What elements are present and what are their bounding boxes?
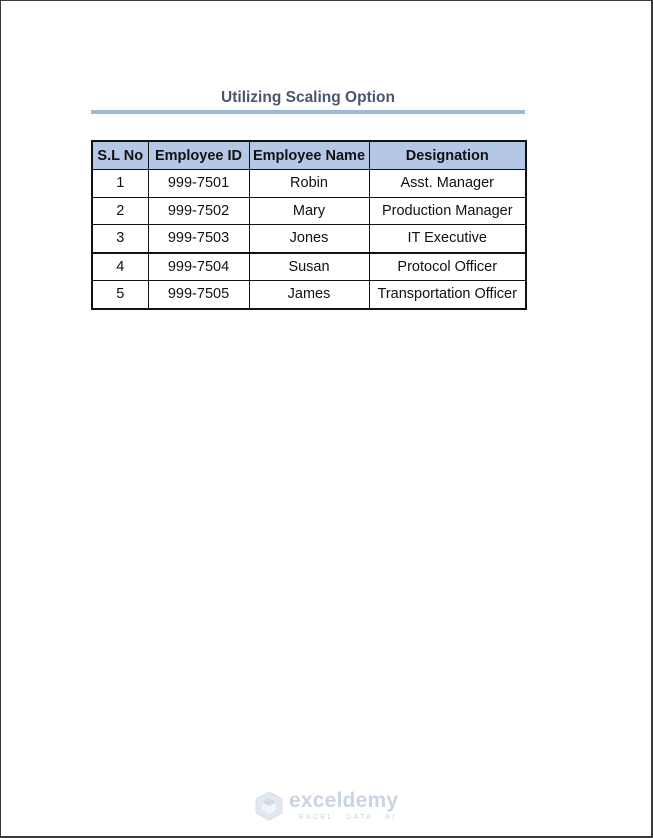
cell-designation: Protocol Officer <box>369 253 526 281</box>
exceldemy-logo-icon <box>255 791 283 821</box>
cell-employee-name: Jones <box>249 225 369 253</box>
cell-employee-name: Susan <box>249 253 369 281</box>
header-employee-id: Employee ID <box>148 141 249 170</box>
exceldemy-watermark <box>255 790 398 821</box>
table-row <box>92 281 526 309</box>
table-row <box>92 170 526 198</box>
cell-employee-name: James <box>249 281 369 309</box>
header-employee-name: Employee Name <box>249 141 369 170</box>
cell-employee-id: 999-7502 <box>148 197 249 225</box>
table-row <box>92 253 526 281</box>
cell-designation: Transportation Officer <box>369 281 526 309</box>
title-underline <box>91 110 525 114</box>
cell-employee-id: 999-7505 <box>148 281 249 309</box>
watermark-tagline: EXCEL · DATA · BI <box>299 812 397 821</box>
cell-employee-id: 999-7503 <box>148 225 249 253</box>
table-row <box>92 197 526 225</box>
page-title: Utilizing Scaling Option <box>221 89 395 106</box>
cell-employee-id: 999-7504 <box>148 253 249 281</box>
cell-sl-no: 4 <box>92 253 148 281</box>
cell-sl-no: 1 <box>92 170 148 198</box>
header-sl-no: S.L No <box>92 141 148 170</box>
cell-employee-name: Mary <box>249 197 369 225</box>
table-header-row <box>92 141 526 170</box>
cell-sl-no: 2 <box>92 197 148 225</box>
cell-designation: Asst. Manager <box>369 170 526 198</box>
cell-employee-id: 999-7501 <box>148 170 249 198</box>
watermark-name: exceldemy <box>289 789 399 812</box>
cell-designation: Production Manager <box>369 197 526 225</box>
cell-designation: IT Executive <box>369 225 526 253</box>
table-row <box>92 225 526 253</box>
header-designation: Designation <box>369 141 526 170</box>
employee-table <box>91 140 527 310</box>
cell-employee-name: Robin <box>249 170 369 198</box>
cell-sl-no: 5 <box>92 281 148 309</box>
cell-sl-no: 3 <box>92 225 148 253</box>
